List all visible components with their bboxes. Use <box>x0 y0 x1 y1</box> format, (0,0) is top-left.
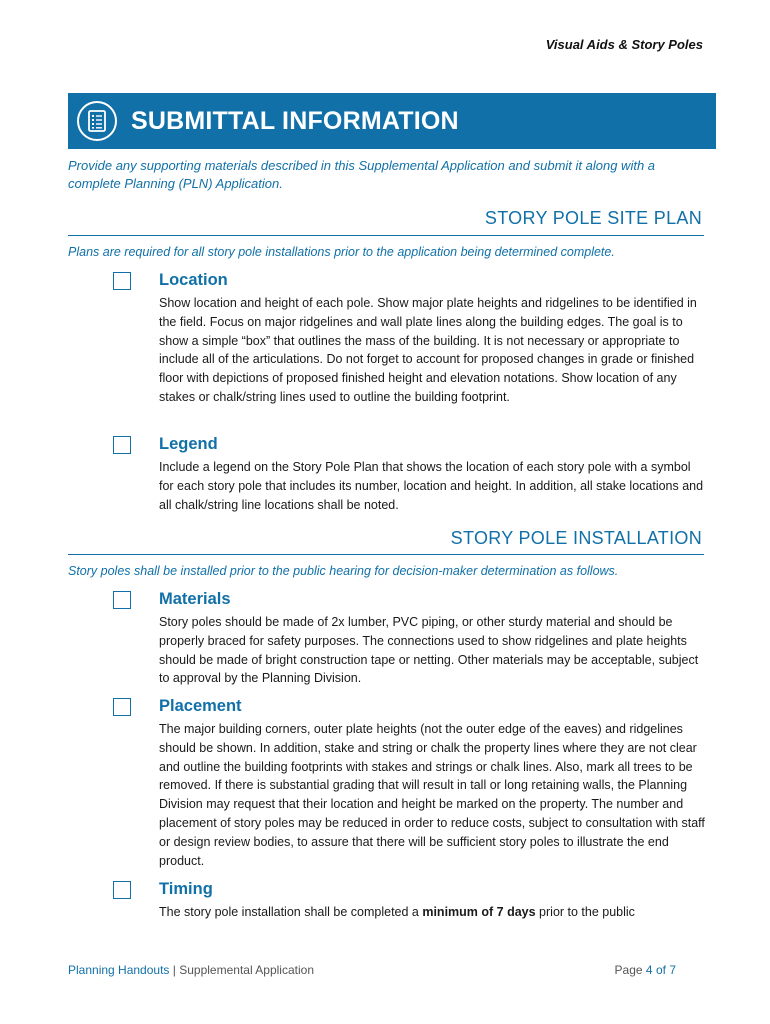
item-title-location: Location <box>159 271 228 289</box>
legend-checkbox[interactable] <box>113 436 131 454</box>
banner-title: SUBMITTAL INFORMATION <box>131 106 459 135</box>
item-body-placement: The major building corners, outer plate heights (not the outer edge of the eaves) and ridgelines should be shown. In addition, stake and string or chalk the property lines where they are not clear and outline the building footprints with stakes and strings or chalk lines. Also, mark all trees to be removed. If there is substantial grading that will result in tall or long retaining walls, the Planning Division may request that their location and height be marked on the property. The number and placement of story poles may be reduced in order to reduce costs, subject to consultation with staff or design review bodies, to assure that there will be sufficient story poles to illustrate the end product. <box>159 722 705 868</box>
checklist-document-icon <box>77 101 117 141</box>
timing-body-end: prior to the public <box>535 905 635 919</box>
item-body-materials: Story poles should be made of 2x lumber, PVC piping, or other sturdy material and should be properly braced for safety purposes. The connections used to show ridgelines and plate heights should be made of bright construction tape or netting. Other materials may be acceptable, subject to approval by the Planning Division. <box>159 615 699 686</box>
item-title-legend: Legend <box>159 435 218 453</box>
item-body-legend: Include a legend on the Story Pole Plan that shows the location of each story pole with a symbol for each story pole that includes its number, location and height. In addition, all stake locations and all chalk/string line locations shall be noted. <box>159 460 704 512</box>
item-title-timing: Timing <box>159 880 213 898</box>
item-title-materials: Materials <box>159 590 231 608</box>
section-divider <box>68 554 704 555</box>
page-current: 4 <box>645 963 653 977</box>
page-total: 7 <box>669 963 676 977</box>
page-of: of <box>655 963 666 977</box>
section-title-site-plan: STORY POLE SITE PLAN <box>484 208 702 228</box>
footer-document-info <box>68 963 314 977</box>
document-header-title: Visual Aids & Story Poles <box>545 37 703 52</box>
footer-handouts-link[interactable]: Planning Handouts <box>68 963 170 977</box>
timing-body-start: The story pole installation shall be completed a <box>159 905 423 919</box>
footer-separator: | <box>172 963 176 977</box>
footer-subtitle: Supplemental Application <box>179 963 314 977</box>
timing-body-emphasis: minimum of 7 days <box>422 905 536 919</box>
intro-text: Provide any supporting materials described in this Supplemental Application and submit it along with a complete Planning (PLN) Application. <box>68 158 656 191</box>
page-label: Page <box>614 963 643 977</box>
section-title-installation: STORY POLE INSTALLATION <box>450 528 702 548</box>
item-title-placement: Placement <box>159 697 242 715</box>
section-note-site-plan: Plans are required for all story pole installations prior to the application being determined complete. <box>68 245 615 259</box>
section-divider <box>68 235 704 236</box>
item-body-timing <box>159 903 707 922</box>
location-checkbox[interactable] <box>113 272 131 290</box>
footer-page-number <box>615 963 676 977</box>
submittal-banner <box>68 93 716 149</box>
placement-checkbox[interactable] <box>113 698 131 716</box>
materials-checkbox[interactable] <box>113 591 131 609</box>
timing-checkbox[interactable] <box>113 881 131 899</box>
item-body-location: Show location and height of each pole. Show major plate heights and ridgelines to be identified in the field. Focus on major ridgelines and wall plate lines along the building edges. The goal is to show a simple “box” that outlines the mass of the building. It is not necessary or appropriate to include all of the articulations. Do not forget to account for proposed changes in grade or finished floor with depictions of proposed finished height and elevation notations. Show location of any stakes or chalk/string lines used to outline the building footprint. <box>159 296 697 404</box>
section-note-installation: Story poles shall be installed prior to the public hearing for decision-maker determination as follows. <box>68 564 619 578</box>
